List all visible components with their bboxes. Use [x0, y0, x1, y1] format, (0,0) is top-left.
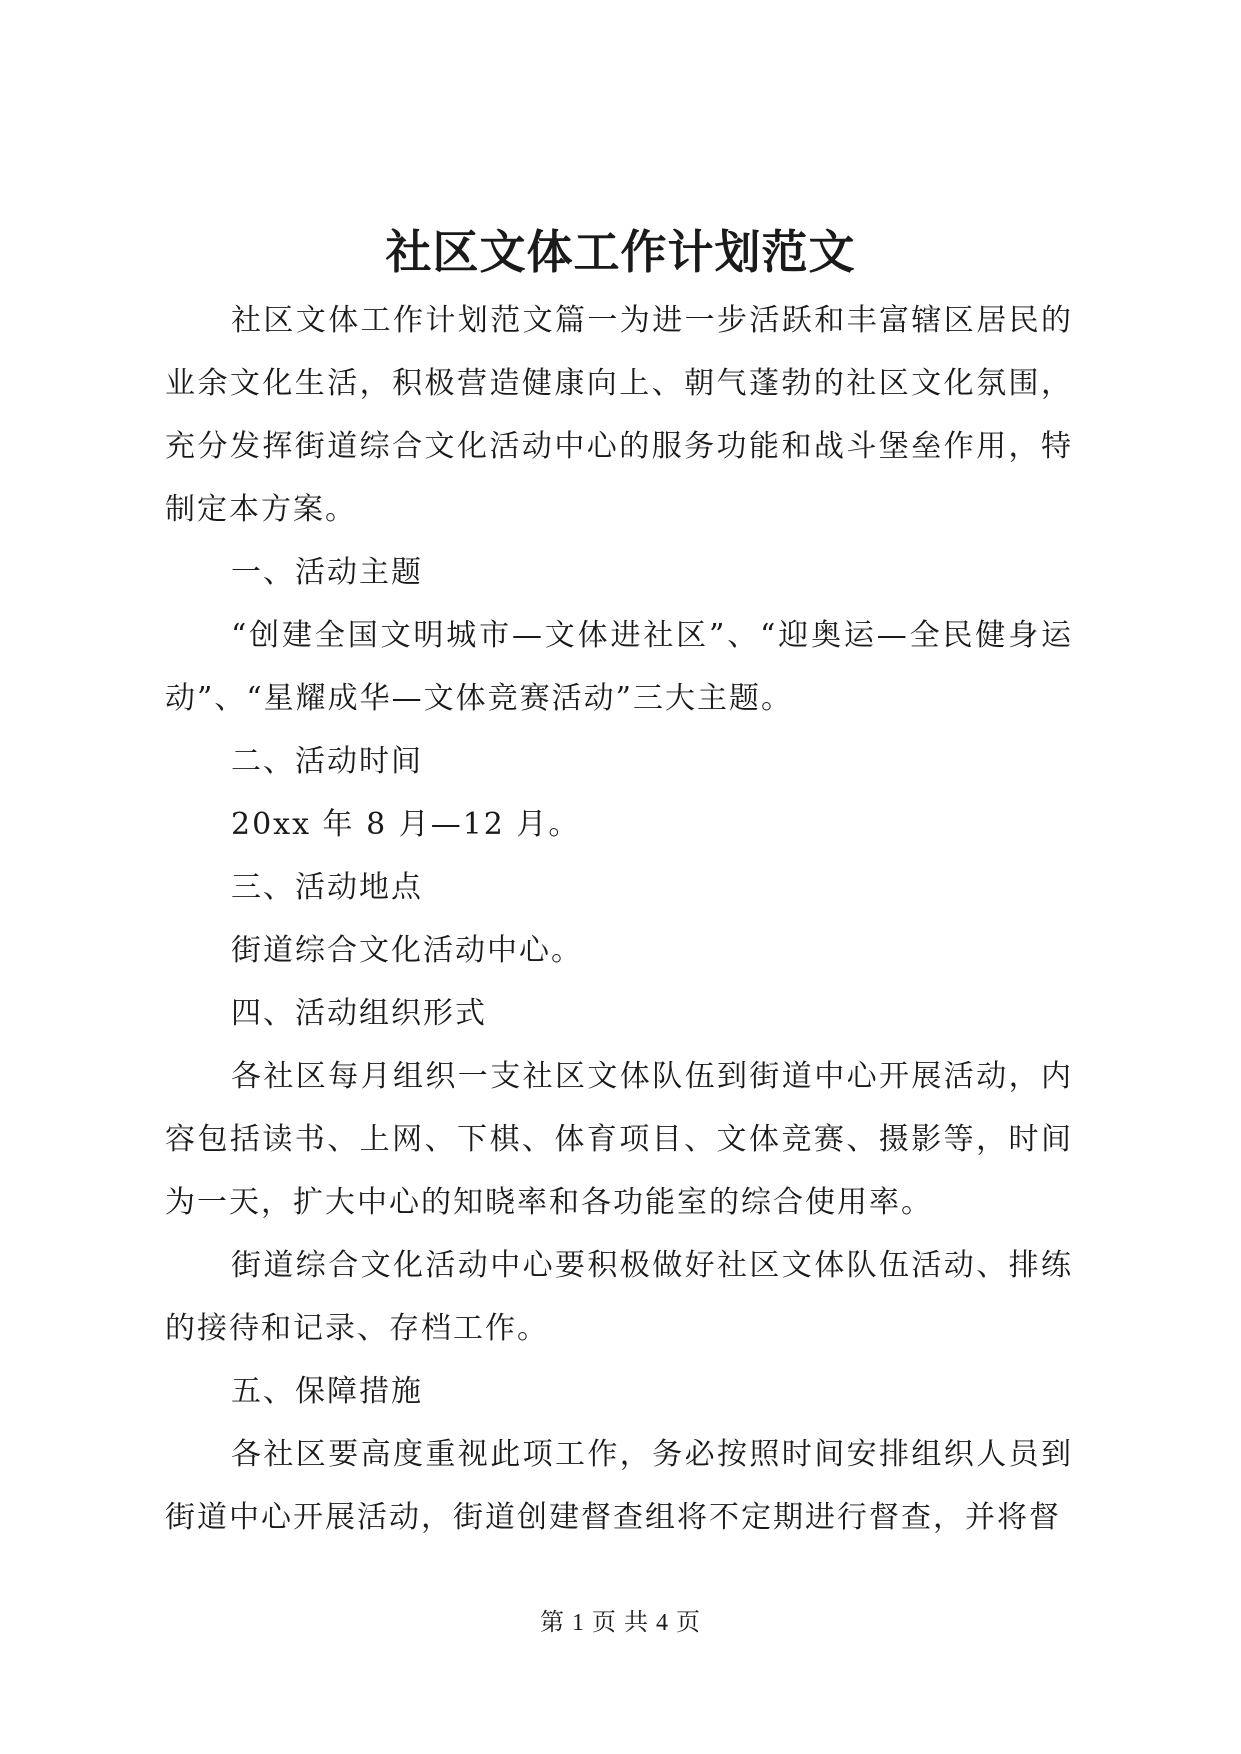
- section-heading-measures: 五、保障措施: [231, 1374, 423, 1409]
- section-heading-location: 三、活动地点: [231, 870, 423, 905]
- paragraph-time: 20xx 年 8 月—12 月。: [231, 807, 581, 842]
- section-heading-theme: 一、活动主题: [231, 555, 423, 590]
- document-body: [165, 289, 1073, 1549]
- paragraph-theme: “创建全国文明城市—文体进社区”、“迎奥运—全民健身运动”、“星耀成华—文体竞赛活动”三大主题。: [165, 618, 1073, 716]
- section-heading-time: 二、活动时间: [231, 744, 423, 779]
- page-number-footer: 第 1 页 共 4 页: [540, 1610, 701, 1636]
- paragraph-intro: 社区文体工作计划范文篇一为进一步活跃和丰富辖区居民的业余文化生活，积极营造健康向上、朝气蓬勃的社区文化氛围，充分发挥街道综合文化活动中心的服务功能和战斗堡垒作用，特制定本方案。: [165, 303, 1073, 527]
- paragraph-format-center: 街道综合文化活动中心要积极做好社区文体队伍活动、排练的接待和记录、存档工作。: [165, 1248, 1073, 1346]
- paragraph-location: 街道综合文化活动中心。: [231, 933, 583, 968]
- paragraph-format: 各社区每月组织一支社区文体队伍到街道中心开展活动，内容包括读书、上网、下棋、体育项目、文体竞赛、摄影等，时间为一天，扩大中心的知晓率和各功能室的综合使用率。: [165, 1059, 1073, 1220]
- paragraph-measures: 各社区要高度重视此项工作，务必按照时间安排组织人员到街道中心开展活动，街道创建督查组将不定期进行督查，并将督: [165, 1437, 1073, 1535]
- document-title: 社区文体工作计划范文: [385, 225, 856, 279]
- section-heading-format: 四、活动组织形式: [231, 996, 487, 1031]
